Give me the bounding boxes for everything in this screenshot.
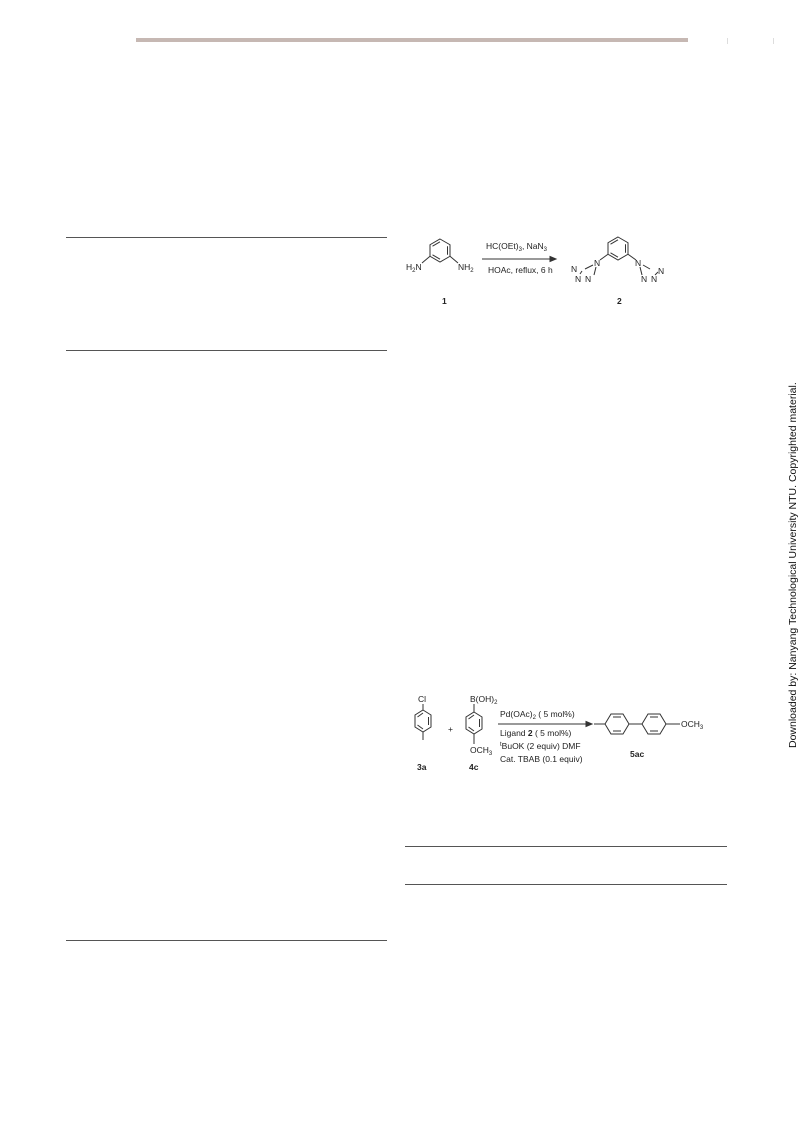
chloro-atom: Cl bbox=[418, 694, 427, 704]
tetrazole-n: N bbox=[571, 264, 578, 274]
table-end-rule bbox=[66, 940, 387, 941]
compound-label-2: 2 bbox=[617, 296, 622, 306]
header-bar bbox=[136, 38, 688, 42]
tetrazole-n: N bbox=[585, 274, 592, 284]
nh2-left: $H_2N$ bbox=[406, 262, 422, 274]
plus-sign: + bbox=[448, 724, 453, 734]
scheme1-reagents: $HC(OEt)_3$, NaN$_3$ bbox=[486, 241, 548, 253]
scheme2-cond-pd: $Pd(OAc)_2$ ( 5 mol%) bbox=[500, 709, 575, 721]
table2-top-rule bbox=[405, 846, 727, 847]
scheme2-cond-tbab: Cat. TBAB (0.1 equiv) bbox=[500, 754, 583, 764]
table-bottom-rule bbox=[66, 350, 387, 351]
tetrazole-n: N bbox=[651, 274, 658, 284]
header-tick bbox=[727, 38, 728, 44]
scheme-2-drawing bbox=[398, 690, 718, 782]
download-notice: Downloaded by: Nanyang Technological University NTU. Copyrighted material. bbox=[787, 382, 799, 748]
tetrazole-n: N bbox=[641, 274, 648, 284]
tetrazole-n: N bbox=[658, 266, 665, 276]
compound-label-1: 1 bbox=[442, 296, 447, 306]
table-top-rule bbox=[66, 237, 387, 238]
nh2-right: $NH_2$ bbox=[458, 262, 474, 274]
compound-label-4c: 4c bbox=[469, 762, 479, 772]
header-tick bbox=[773, 38, 774, 44]
scheme-1 bbox=[400, 225, 680, 315]
compound-label-3a: 3a bbox=[417, 762, 427, 772]
boronic-acid: $B(OH)_2$ bbox=[470, 694, 498, 706]
scheme1-conditions: HOAc, reflux, 6 h bbox=[488, 265, 553, 275]
tetrazole-n: N bbox=[594, 258, 601, 268]
scheme2-cond-ligand: Ligand 2 ( 5 mol%) bbox=[500, 728, 572, 738]
scheme-2 bbox=[398, 690, 718, 782]
methoxy-product: $OCH_3$ bbox=[681, 719, 704, 731]
tetrazole-n: N bbox=[575, 274, 582, 284]
methoxy-4c: $OCH_3$ bbox=[470, 745, 493, 757]
tetrazole-n: N bbox=[635, 258, 642, 268]
compound-label-5ac: 5ac bbox=[630, 749, 645, 759]
table2-header-rule bbox=[405, 884, 727, 885]
scheme-1-drawing bbox=[400, 225, 680, 315]
scheme2-cond-base: $^t$BuOK (2 equiv) DMF bbox=[500, 741, 581, 751]
